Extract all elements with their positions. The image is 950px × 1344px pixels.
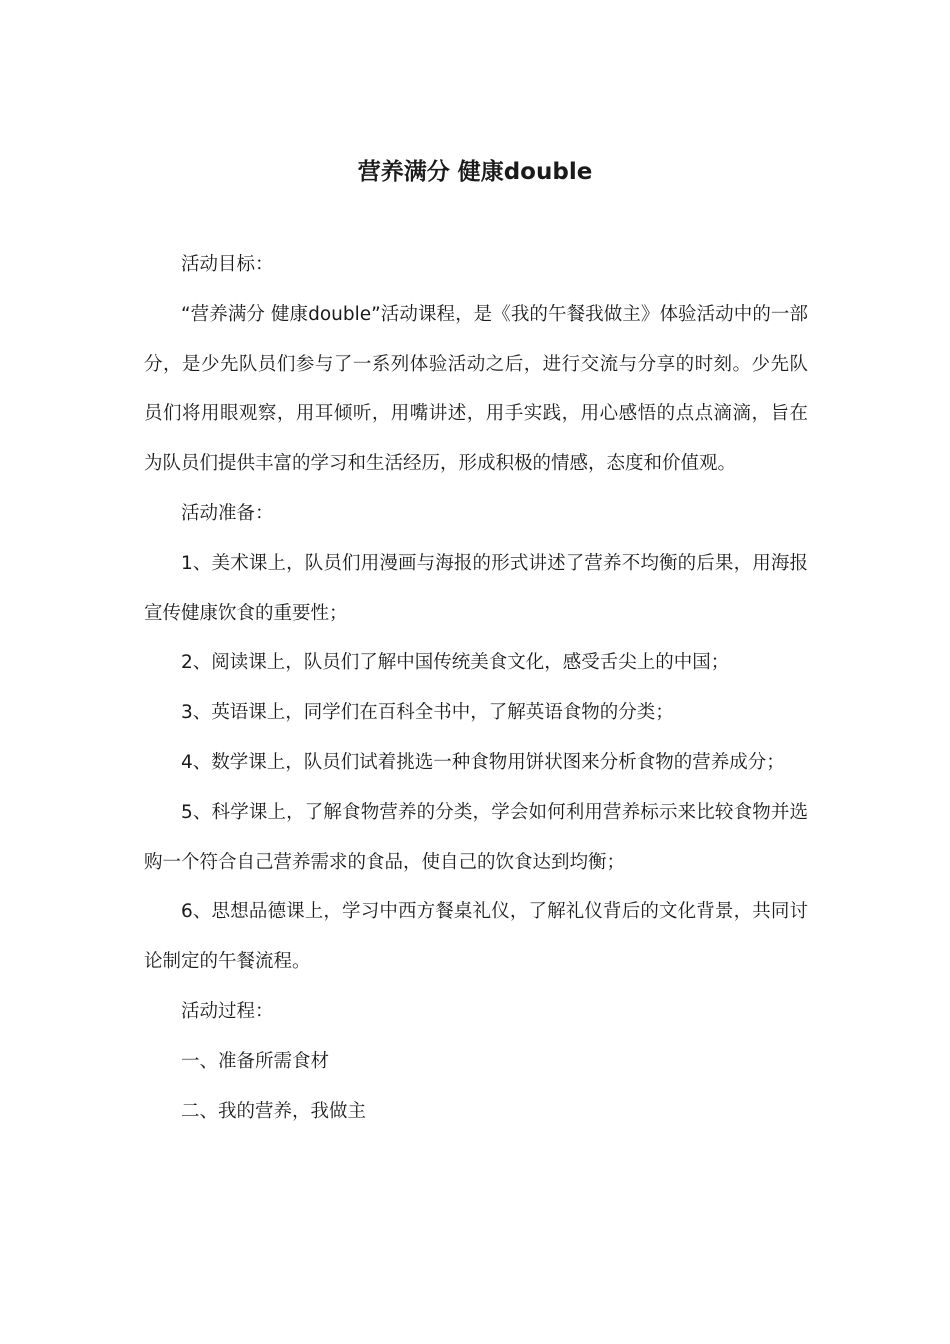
prep-item-math: 4、数学课上，队员们试着挑选一种食物用饼状图来分析食物的营养成分； [181,751,785,773]
prep-item-reading: 2、阅读课上，队员们了解中国传统美食文化，感受舌尖上的中国； [181,652,730,674]
prep-item-ethics: 6、思想品德课上，学习中西方餐桌礼仪，了解礼仪背后的文化背景，共同讨论制定的午餐流程。 [144,901,808,973]
process-step-one: 一、准备所需食材 [181,1050,330,1072]
heading-activity-preparation: 活动准备： [181,502,274,524]
prep-item-art: 1、美术课上，队员们用漫画与海报的形式讲述了营养不均衡的后果，用海报宣传健康饮食的重要性； [144,552,808,624]
paragraph-goal-description: “营养满分 健康double”活动课程，是《我的午餐我做主》体验活动中的一部分，是少先队员们参与了一系列体验活动之后，进行交流与分享的时刻。少先队员们将用眼观察，用耳倾听，用嘴讲述，用手实践，用心感悟的点点滴滴，旨在为队员们提供丰富的学习和生活经历，形成积极的情感，态度和价值观。 [144,303,808,475]
document-title: 营养满分 健康double [357,159,593,185]
process-step-two: 二、我的营养，我做主 [181,1100,367,1122]
prep-item-english: 3、英语课上，同学们在百科全书中，了解英语食物的分类； [181,702,674,724]
document-body [144,240,808,1136]
heading-activity-process: 活动过程： [181,1000,274,1022]
heading-activity-goal: 活动目标： [181,254,274,275]
prep-item-science: 5、科学课上，了解食物营养的分类，学会如何利用营养标示来比较食物并选购一个符合自己营养需求的食品，使自己的饮食达到均衡； [144,801,808,873]
